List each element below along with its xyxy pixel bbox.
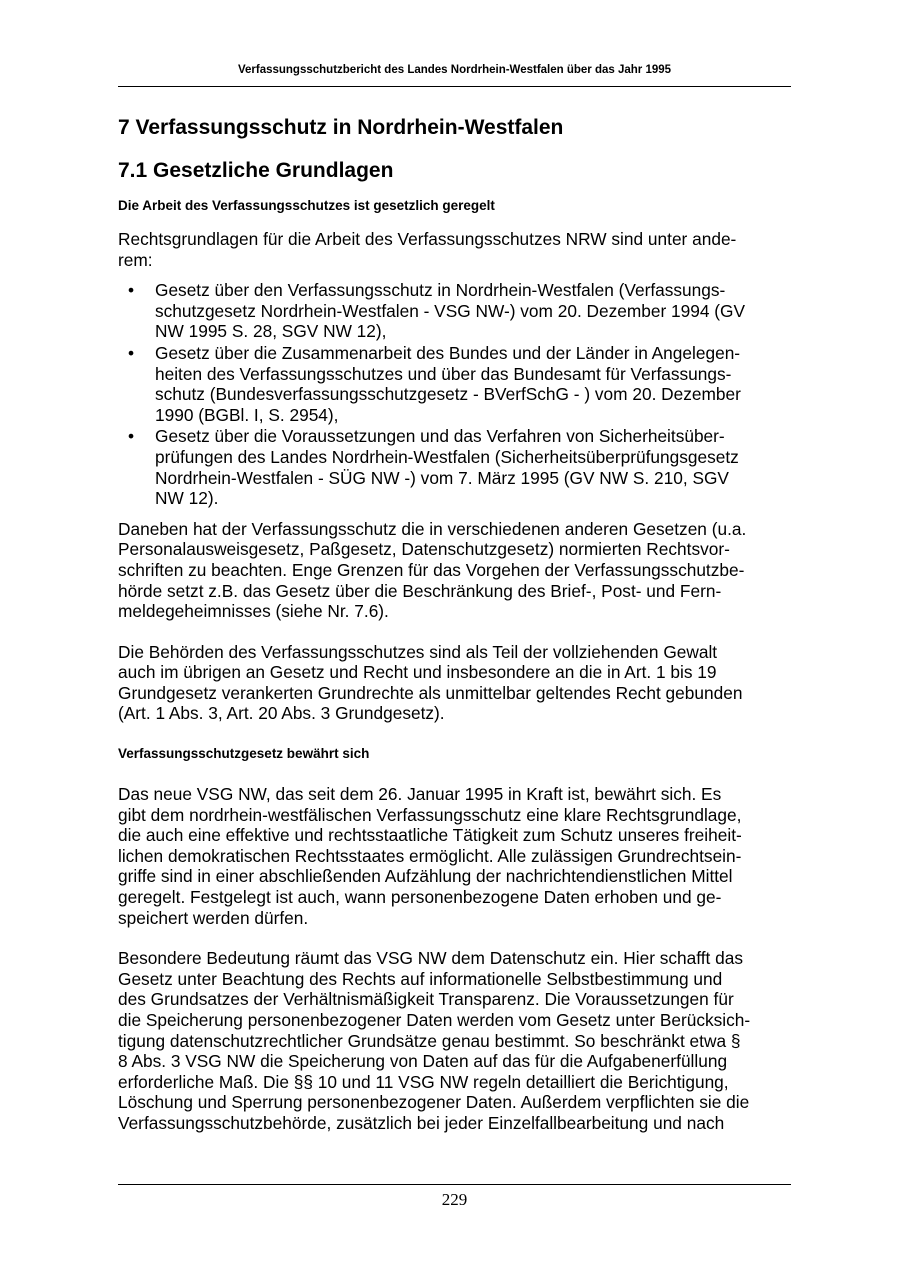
list-item-text: Gesetz über die Voraussetzungen und das Verfahren von Sicherheitsüber- prüfungen des Landes Nordrhein-Westfalen (Sicherheitsüberprüfungsgesetz Nordrhein-Westfalen - SÜG NW -) vom 7. März 1995 (GV NW S. 210, SGV NW 12). (155, 426, 739, 509)
list-item (118, 426, 798, 508)
list-item-text: Gesetz über den Verfassungsschutz in Nordrhein-Westfalen (Verfassungs- schutzgesetz Nordrhein-Westfalen - VSG NW-) vom 20. Dezember 1994 (GV NW 1995 S. 28, SGV NW 12), (155, 280, 746, 342)
running-header: Verfassungsschutzbericht des Landes Nordrhein-Westfalen über das Jahr 1995 (237, 64, 672, 76)
paragraph-other-laws: Daneben hat der Verfassungsschutz die in verschiedenen anderen Gesetzen (u.a. Personalausweisgesetz, Paßgesetz, Datenschutzgesetz) normierten Rechtsvor- schriften zu beachten. Enge Grenzen für das Vorgehen der Verfassungsschutzbe- hörde setzt z.B. das Gesetz über die Beschränkung des Brief-, Post- und Fern- meldegeheimnisses (siehe Nr. 7.6). (118, 518, 747, 622)
subheading-legal-basis: Die Arbeit des Verfassungsschutzes ist gesetzlich geregelt (118, 198, 495, 213)
list-item (118, 280, 798, 342)
paragraph-intro: Rechtsgrundlagen für die Arbeit des Verfassungsschutzes NRW sind unter ande- rem: (118, 229, 737, 270)
chapter-title: 7 Verfassungsschutz in Nordrhein-Westfalen (118, 116, 564, 139)
footer-divider (118, 1184, 791, 1185)
list-item (118, 343, 798, 425)
page-content (118, 112, 798, 1134)
paragraph-data-protection: Besondere Bedeutung räumt das VSG NW dem Datenschutz ein. Hier schafft das Gesetz unter Beachtung des Rechts auf informationelle Selbstbestimmung und des Grundsatzes der Verhältnismäßigkeit Transparenz. Die Voraussetzungen für die Speicherung personenbezogener Daten werden vom Gesetz unter Berücksich- tigung datenschutzrechtlicher Grundsätze genau bestimmt. So beschränkt etwa § 8 Abs. 3 VSG NW die Speicherung von Daten auf das für die Aufgabenerfüllung erforderliche Maß. Die §§ 10 und 11 VSG NW regeln detailliert die Berichtigung, Löschung und Sperrung personenbezogener Daten. Außerdem verpflichten sie die Verfassungsschutzbehörde, zusätzlich bei jeder Einzelfallbearbeitung und nach (118, 948, 751, 1133)
subheading-law-proves-itself: Verfassungsschutzgesetz bewährt sich (118, 746, 370, 762)
bullet-icon: • (128, 280, 135, 301)
list-item-text: Gesetz über die Zusammenarbeit des Bundes und der Länder in Angelegen- heiten des Verfassungsschutzes und über das Bundesamt für Verfassungs- schutz (Bundesverfassungsschutzgesetz - BVerfSchG - ) vom 20. Dezember 1990 (BGBl. I, S. 2954), (155, 342, 741, 425)
bullet-icon: • (128, 342, 135, 363)
header-divider (118, 86, 791, 87)
paragraph-new-vsg: Das neue VSG NW, das seit dem 26. Januar 1995 in Kraft ist, bewährt sich. Es gibt dem nordrhein-westfälischen Verfassungsschutz eine klare Rechtsgrundlage, die auch eine effektive und rechtsstaatliche Tätigkeit zum Schutz unseres freiheit- lichen demokratischen Rechtsstaates ermöglicht. Alle zulässigen Grundrechtsein- griffe sind in einer abschließenden Aufzählung der nachrichtendienstlichen Mittel geregelt. Festgelegt ist auch, wann personenbezogene Daten erhoben und ge- speichert werden dürfen. (118, 784, 742, 928)
section-title: 7.1 Gesetzliche Grundlagen (118, 159, 394, 182)
page-number: 229 (441, 1190, 468, 1209)
laws-list (118, 280, 798, 509)
paragraph-authorities: Die Behörden des Verfassungsschutzes sind als Teil der vollziehenden Gewalt auch im übrigen an Gesetz und Recht und insbesondere an die in Art. 1 bis 19 Grundgesetz verankerten Grundrechte als unmittelbar geltendes Recht gebunden (Art. 1 Abs. 3, Art. 20 Abs. 3 Grundgesetz). (118, 641, 743, 724)
bullet-icon: • (128, 426, 135, 447)
